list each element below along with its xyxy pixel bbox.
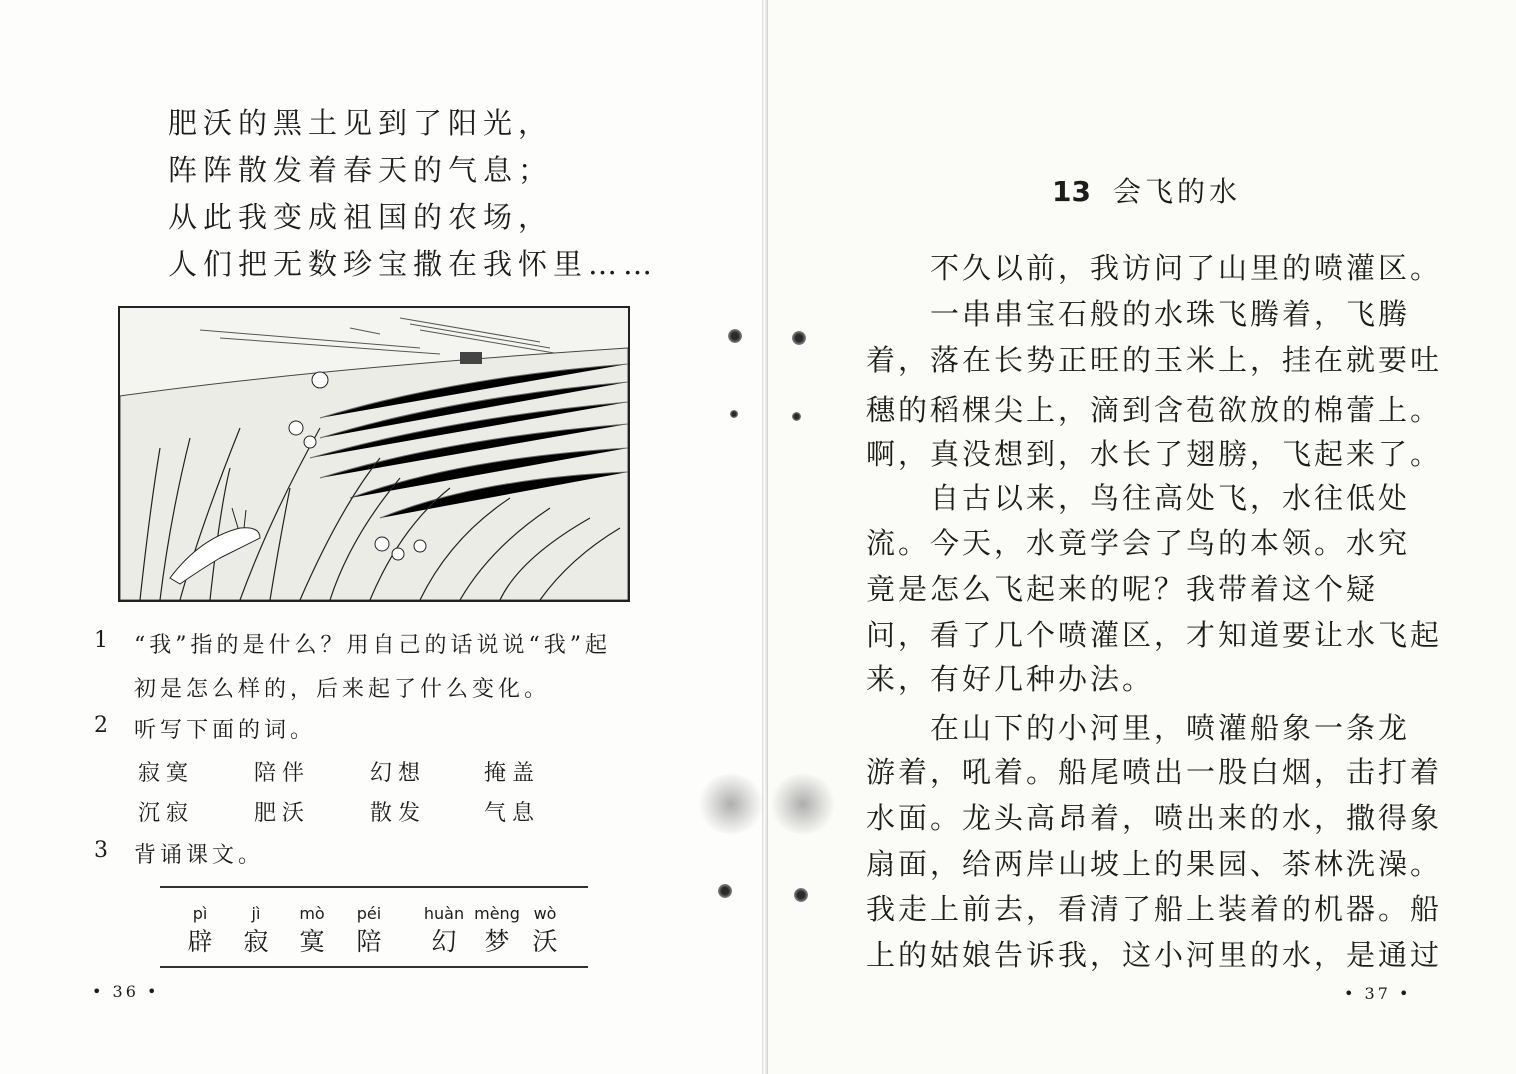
text-line: 自古以来，鸟往高处飞，水往低处	[866, 481, 1411, 515]
poem-line: 肥沃的黑土见到了阳光，	[168, 106, 554, 140]
poem-line: 阵阵散发着春天的气息；	[168, 153, 554, 187]
vocab-pinyin: pì	[192, 904, 208, 923]
question-number: 3	[94, 838, 108, 863]
binding-hole	[730, 410, 738, 418]
text-line: 穗的稻棵尖上，滴到含苞欲放的棉蕾上。	[866, 393, 1443, 427]
text-line: 不久以前，我访问了山里的喷灌区。	[866, 251, 1443, 285]
question-text: 听写下面的词。	[134, 718, 317, 743]
vocab-bottom-rule	[160, 966, 588, 968]
text-line: 啊，真没想到，水长了翅膀，飞起来了。	[866, 437, 1443, 471]
binding-hole	[718, 884, 732, 898]
dictation-word: 肥沃	[254, 801, 311, 826]
vocab-char: 梦	[484, 927, 510, 956]
text-line: 游着，吼着。船尾喷出一股白烟，击打着	[866, 755, 1443, 789]
dictation-word: 陪伴	[254, 761, 311, 786]
text-line: 来，有好几种办法。	[866, 662, 1155, 696]
vocab-char: 幻	[431, 927, 457, 956]
text-line: 扇面，给两岸山坡上的果园、茶林洗澡。	[866, 847, 1443, 881]
page-number: • 37 •	[1344, 984, 1412, 1003]
question-number: 2	[94, 713, 108, 738]
text-line: 上的姑娘告诉我，这小河里的水，是通过	[866, 938, 1443, 972]
vocab-char: 寂	[243, 927, 269, 956]
dictation-word: 掩盖	[484, 761, 541, 786]
vocab-char: 辟	[187, 927, 213, 956]
poem-line: 从此我变成祖国的农场，	[168, 200, 554, 234]
text-line: 在山下的小河里，喷灌船象一条龙	[866, 711, 1411, 745]
vocab-pinyin: mò	[299, 904, 325, 923]
text-line: 水面。龙头高昂着，喷出来的水，撒得象	[866, 801, 1443, 835]
binding-hole	[728, 329, 742, 343]
dictation-word: 散发	[370, 801, 427, 826]
vocab-pinyin: jì	[251, 904, 261, 923]
vocab-char: 寞	[299, 927, 325, 956]
lesson-title-text: 会飞的水	[1112, 175, 1241, 208]
text-line: 着，落在长势正旺的玉米上，挂在就要吐	[866, 343, 1443, 377]
poem	[168, 100, 658, 288]
text-line: 竟是怎么飞起来的呢？我带着这个疑	[866, 572, 1379, 606]
question-number: 1	[94, 628, 108, 653]
poem-line: 人们把无数珍宝撒在我怀里……	[168, 247, 659, 281]
question-text: 背诵课文。	[134, 843, 265, 868]
text-line: 我走上前去，看清了船上装着的机器。船	[866, 892, 1443, 926]
vocab-top-rule	[160, 886, 588, 888]
vocab-char: 陪	[356, 927, 382, 956]
binding-smudge	[696, 774, 766, 834]
lesson-title	[1052, 170, 1241, 210]
vocab-pinyin: huàn	[423, 904, 465, 923]
vocab-pinyin: mèng	[474, 904, 520, 923]
lesson-number: 13	[1052, 175, 1091, 208]
page-number: • 36 •	[92, 982, 160, 1001]
dictation-word: 寂寞	[138, 761, 195, 786]
text-line: 一串串宝石般的水珠飞腾着，飞腾	[866, 297, 1411, 331]
question-text: 初是怎么样的，后来起了什么变化。	[134, 677, 551, 702]
farmland-drawing	[120, 308, 628, 600]
dictation-word: 沉寂	[138, 801, 195, 826]
dictation-word: 气息	[484, 801, 541, 826]
text-line: 问，看了几个喷灌区，才知道要让水飞起	[866, 618, 1443, 652]
vocab-pinyin: péi	[356, 904, 382, 923]
farmland-illustration	[118, 306, 630, 602]
dictation-word: 幻想	[370, 761, 427, 786]
vocab-char: 沃	[532, 927, 558, 956]
vocab-pinyin: wò	[533, 904, 557, 923]
text-line: 流。今天，水竟学会了鸟的本领。水究	[866, 526, 1411, 560]
question-text: “我”指的是什么？用自己的话说说“我”起	[134, 633, 611, 658]
